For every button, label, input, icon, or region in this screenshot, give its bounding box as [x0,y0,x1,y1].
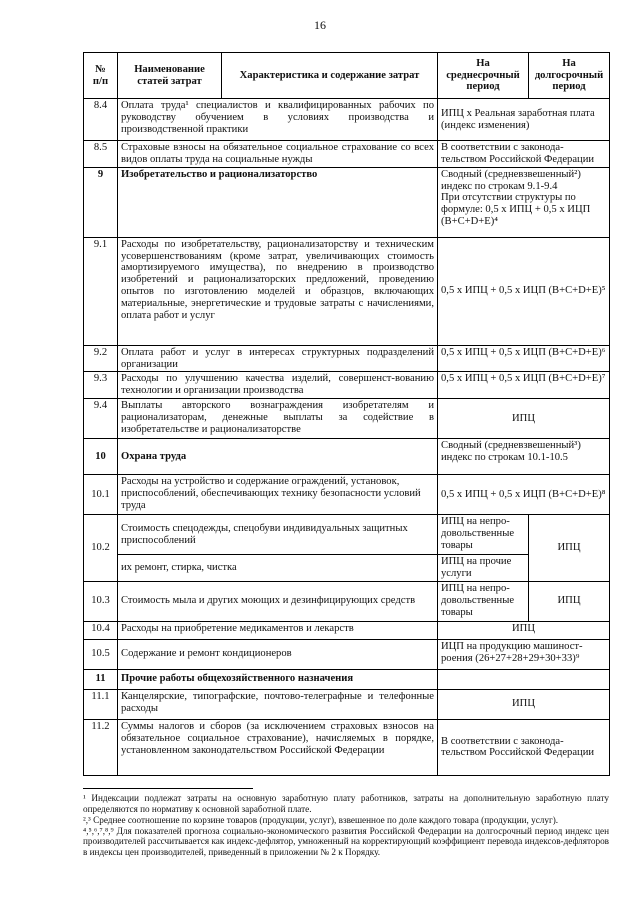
table-row [84,141,610,168]
row-text: Расходы на устройство и содержание ограждений, установок, приспособлений, обеспечивающих технику безопасности условий труда [118,475,438,515]
row-number: 11 [84,669,118,689]
table-row [84,345,610,372]
row-number: 9.2 [84,345,118,372]
row-text: Расходы по изобретательству, рационализаторству и техническим усовершенствованиям (кроме затрат, увеличивающих стоимость амортизируемого имущества), по внедрению в производство изобретений и рационализаторских предложений, проведению опытов по изготовлению моделей и образцов, включающих материальные, энергетические и трудовые затраты с начислениями, оплата работ и услуг [118,237,438,345]
row-number: 11.1 [84,689,118,719]
footnote-4-9: ⁴,⁵,⁶,⁷,⁸,⁹ Для показателей прогноза социально-экономического развития Российской Федерации на долгосрочный период индекс цен производителей рассчитывается как индекс-дефлятор, умноженный на корректирующий коэффициент перевода индексов-дефляторов в индексы цен производителей, приведенный в приложении № 2 к Порядку. [83,825,609,858]
row-value: В соответствии с законода-тельством Российской Федерации [438,141,610,168]
header-long-term: На долгосрочный период [529,53,610,99]
table-row [84,689,610,719]
row-number: 9.1 [84,237,118,345]
table-row [84,581,610,621]
row-value: ИПЦ на непро-довольственные товары [438,581,529,621]
row-number: 8.5 [84,141,118,168]
row-value: ИПЦ [438,399,610,439]
row-number: 9 [84,167,118,237]
row-text: Расходы на приобретение медикаментов и лекарств [118,621,438,639]
row-text: Содержание и ремонт кондиционеров [118,639,438,669]
row-text: Прочие работы общехозяйственного назначения [118,669,438,689]
row-text: Стоимость мыла и других моющих и дезинфицирующих средств [118,581,438,621]
table-row [84,621,610,639]
row-text: Стоимость спецодежды, спецобуви индивидуальных защитных приспособлений [118,515,438,555]
header-medium-term: На среднесрочный период [438,53,529,99]
row-value: Сводный (средневзвешенный²) индекс по строкам 9.1-9.4 При отсутствии структуры по формуле: 0,5 х ИПЦ + 0,5 х ИЦП (B+C+D+E)⁴ [438,167,610,237]
table-row [84,639,610,669]
header-num: № п/п [84,53,118,99]
table-row [84,99,610,141]
table-row [84,669,610,689]
row-value: ИПЦ на непро-довольственные товары [438,515,529,555]
row-number: 10.4 [84,621,118,639]
row-value: В соответствии с законода-тельством Российской Федерации [438,719,610,775]
row-text: Расходы по улучшению качества изделий, совершенст-вованию технологии и организации производства [118,372,438,399]
row-number: 10.5 [84,639,118,669]
header-name: Наименование статей затрат [118,53,222,99]
footnote-divider [83,788,253,789]
row-number: 9.3 [84,372,118,399]
row-number: 10.2 [84,515,118,582]
row-text: Канцелярские, типографские, почтово-телеграфные и телефонные расходы [118,689,438,719]
row-value-long: ИПЦ [529,581,610,621]
row-text: Охрана труда [118,439,438,475]
row-number: 11.2 [84,719,118,775]
row-value: 0,5 х ИПЦ + 0,5 х ИЦП (B+C+D+E)⁸ [438,475,610,515]
row-number: 10.3 [84,581,118,621]
footnote-1: ¹ Индексации подлежат затраты на основную заработную плату работников, затраты на дополнительную заработную плату определяются по нормативу к основной заработной плате. [83,793,609,814]
row-text: Изобретательство и рационализаторство [118,167,438,237]
row-value: ИПЦ х Реальная заработная плата (индекс изменения) [438,99,610,141]
table-row [84,237,610,345]
row-number: 8.4 [84,99,118,141]
row-value: ИПЦ [438,689,610,719]
row-text: Суммы налогов и сборов (за исключением страховых взносов на обязательное социальное страхование), начисляемых в порядке, установленном законодательством Российской Федерации [118,719,438,775]
footnotes [83,788,609,858]
row-value [438,669,610,689]
table-row [84,167,610,237]
table-row [84,372,610,399]
row-number: 10 [84,439,118,475]
table-row [84,439,610,475]
row-value: Сводный (средневзвешенный³) индекс по строкам 10.1-10.5 [438,439,610,475]
row-value: ИЦП на продукцию машиност-роения (26+27+28+29+30+33)⁹ [438,639,610,669]
table-row [84,719,610,775]
row-value-long: ИПЦ [529,515,610,582]
row-value: ИПЦ [438,621,610,639]
cost-items-table [83,52,610,776]
row-value: 0,5 х ИПЦ + 0,5 х ИЦП (B+C+D+E)⁵ [438,237,610,345]
table-row [84,515,610,555]
row-text: Оплата труда¹ специалистов и квалифицированных рабочих по руководству обучением в условиях производства и производственной практики [118,99,438,141]
header-characteristic: Характеристика и содержание затрат [222,53,438,99]
footnote-2-3: ²,³ Среднее соотношение по корзине товаров (продукции, услуг), взвешенное по доле каждого товара (продукции, услуг). [83,814,559,825]
row-value: 0,5 х ИПЦ + 0,5 х ИЦП (B+C+D+E)⁶ [438,345,610,372]
page-number: 16 [314,18,326,32]
row-text: Оплата работ и услуг в интересах структурных подразделений организации [118,345,438,372]
row-text: Страховые взносы на обязательное социальное страхование со всех видов оплаты труда на социальные нужды [118,141,438,168]
row-value: ИПЦ на прочие услуги [438,555,529,582]
row-value: 0,5 х ИПЦ + 0,5 х ИЦП (B+C+D+E)⁷ [438,372,610,399]
row-number: 9.4 [84,399,118,439]
table-header-row [84,53,610,99]
row-number: 10.1 [84,475,118,515]
row-text: их ремонт, стирка, чистка [118,555,438,582]
table-row [84,399,610,439]
table-row [84,475,610,515]
row-text: Выплаты авторского вознаграждения изобретателям и рационализаторам, денежные выплаты за содействие в изобретательстве и рационализаторстве [118,399,438,439]
